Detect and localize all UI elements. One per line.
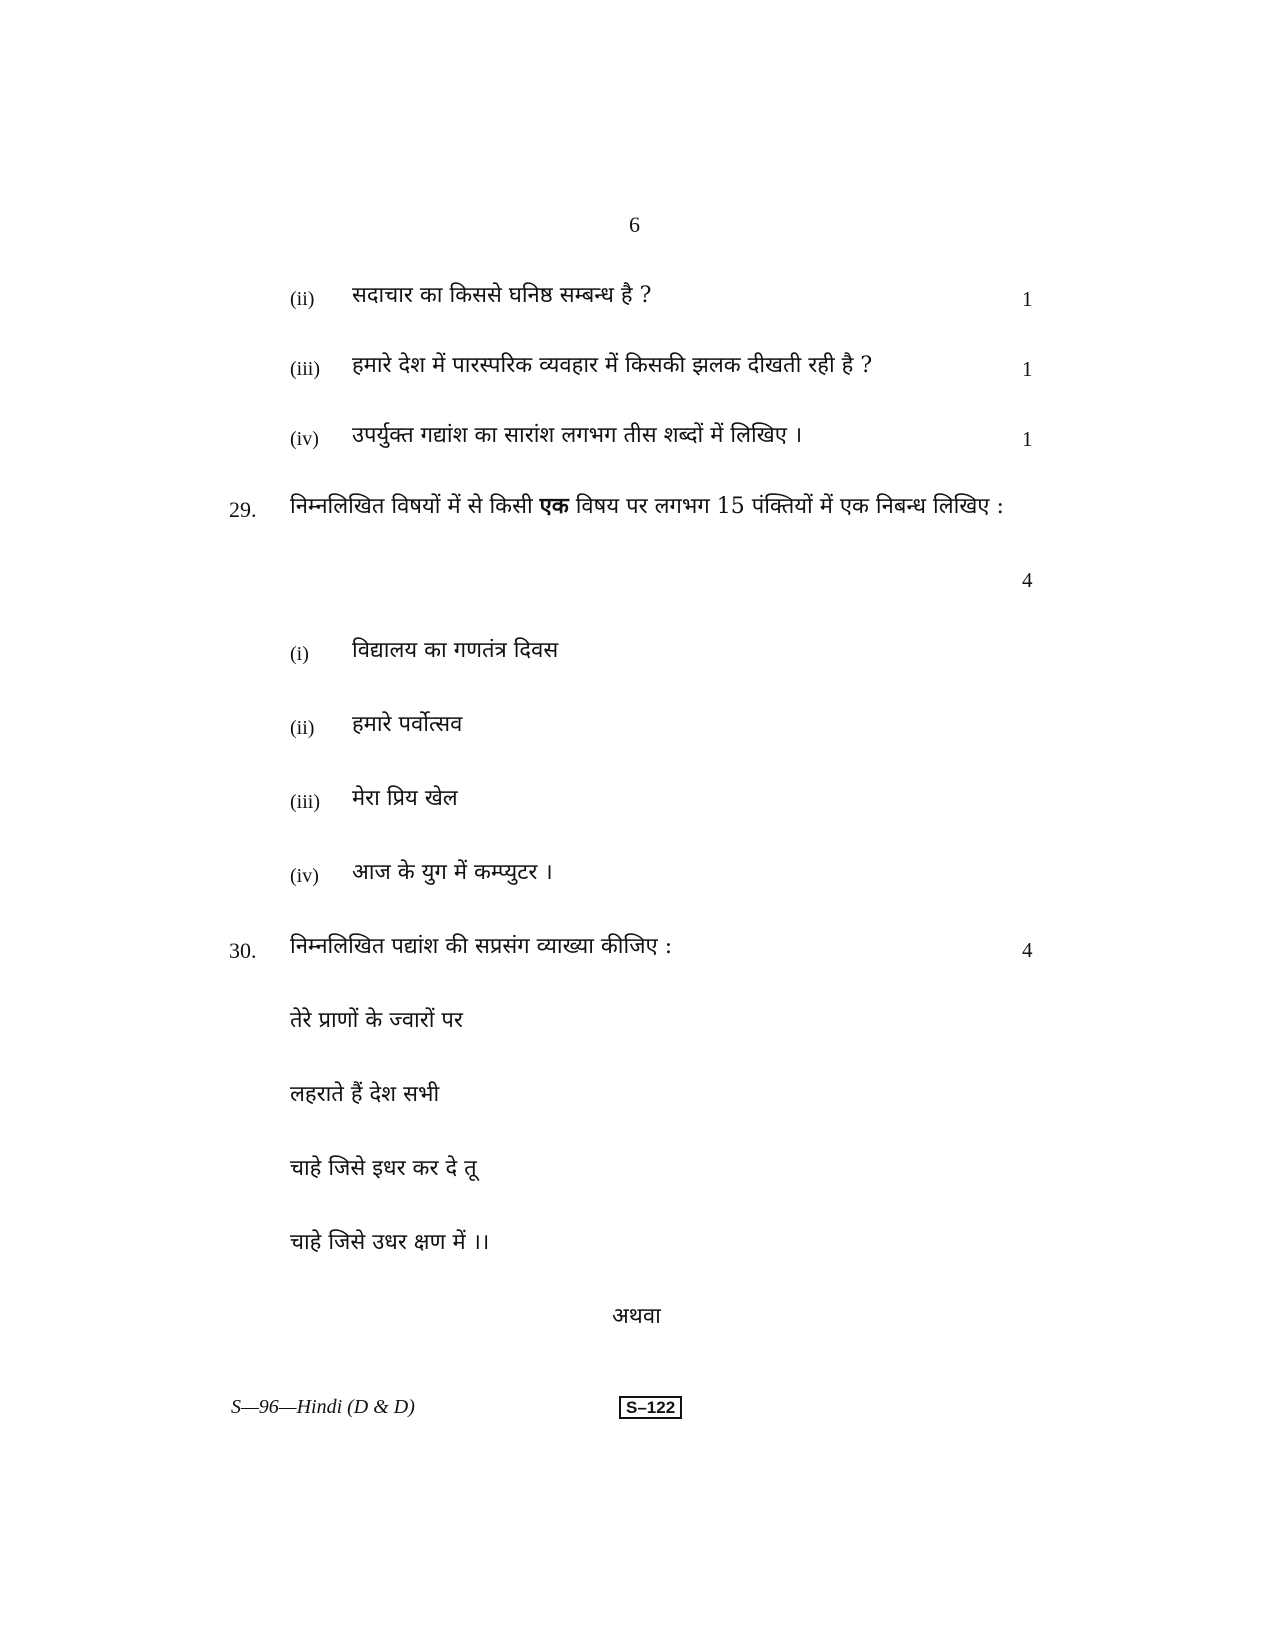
question-text: निम्नलिखित पद्यांश की सप्रसंग व्याख्या कीजिए : xyxy=(290,934,673,959)
sub-question-label: (iv) xyxy=(290,428,319,450)
poem-line: चाहे जिसे इधर कर दे तू xyxy=(290,1156,477,1181)
option-text: हमारे पर्वोत्सव xyxy=(352,712,463,737)
question-number: 30. xyxy=(229,938,257,963)
poem-line: तेरे प्राणों के ज्वारों पर xyxy=(290,1008,463,1033)
sub-question-text: हमारे देश में पारस्परिक व्यवहार में किसकी झलक दीखती रही है ? xyxy=(352,353,873,378)
footer-paper-code: S—96—Hindi (D & D) xyxy=(231,1396,415,1418)
option-text: मेरा प्रिय खेल xyxy=(352,786,458,811)
option-text: आज के युग में कम्प्युटर । xyxy=(352,860,553,885)
sub-question-label: (ii) xyxy=(290,288,315,310)
question-text-bold: एक xyxy=(539,493,569,519)
marks: 4 xyxy=(1022,938,1033,962)
marks: 1 xyxy=(1022,357,1033,381)
page-number: 6 xyxy=(629,212,640,237)
sub-question-label: (iii) xyxy=(290,358,320,380)
marks: 1 xyxy=(1022,427,1033,451)
question-text-part: विषय पर लगभग 15 पंक्तियों में एक निबन्ध लिखिए : xyxy=(568,494,1004,519)
option-label: (iv) xyxy=(290,865,319,887)
question-text xyxy=(290,495,1004,518)
question-text-part: निम्नलिखित विषयों में से किसी xyxy=(290,494,540,519)
question-number: 29. xyxy=(229,497,257,522)
poem-line: लहराते हैं देश सभी xyxy=(290,1082,440,1107)
sub-question-text: सदाचार का किससे घनिष्ठ सम्बन्ध है ? xyxy=(352,283,652,308)
option-text: विद्यालय का गणतंत्र दिवस xyxy=(352,638,559,663)
or-separator: अथवा xyxy=(612,1304,661,1329)
marks: 1 xyxy=(1022,287,1033,311)
option-label: (i) xyxy=(290,643,309,665)
poem-line: चाहे जिसे उधर क्षण में ।। xyxy=(290,1230,490,1255)
sub-question-text: उपर्युक्त गद्यांश का सारांश लगभग तीस शब्दों में लिखिए । xyxy=(352,423,803,448)
option-label: (iii) xyxy=(290,791,320,813)
footer-series-code: S–122 xyxy=(619,1396,682,1419)
option-label: (ii) xyxy=(290,717,315,739)
marks: 4 xyxy=(1022,568,1033,592)
